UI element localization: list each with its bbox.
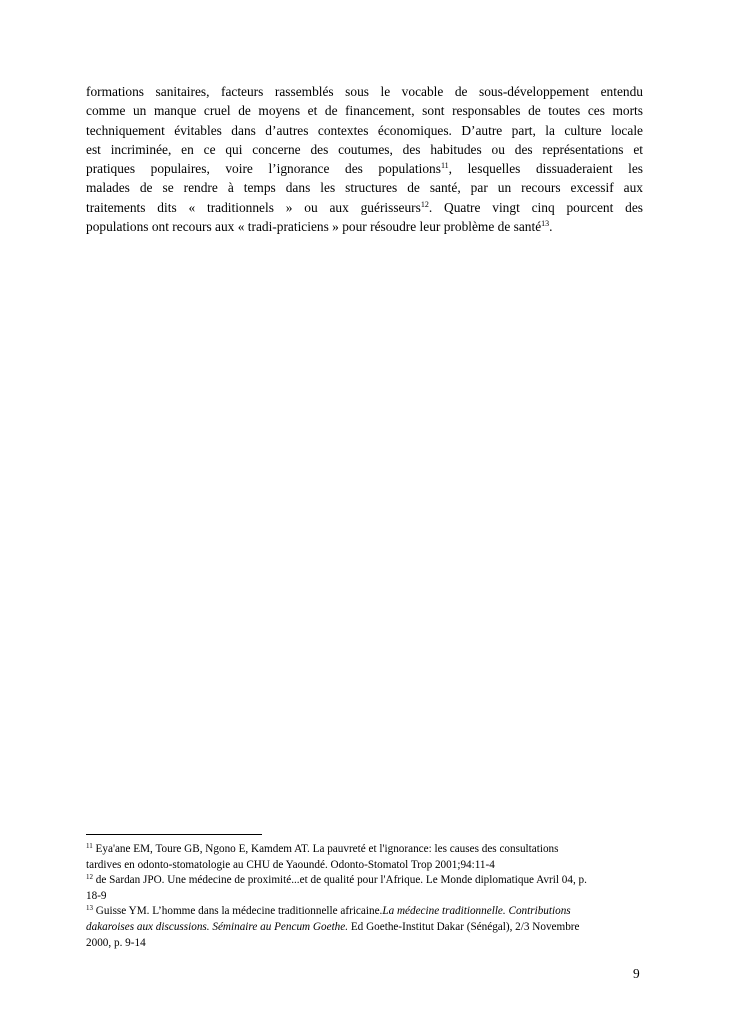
footnote-12: $^{12}$ de Sardan JPO. Une médecine de proximité...et de qualité pour l'Afrique. Le Monde diplomatique Avril 04, p. xyxy=(86,873,587,887)
footnotes xyxy=(86,842,646,951)
footnote-ref-13[interactable]: 13 xyxy=(541,219,550,229)
footnote-number: 12 xyxy=(86,873,93,882)
body-line: malades de se rendre à temps dans les structures de santé, par un recours excessif aux xyxy=(86,180,643,196)
body-line: formations sanitaires, facteurs rassemblés sous le vocable de sous-développement entendu xyxy=(86,84,643,99)
footnote-ref-11[interactable]: 11 xyxy=(440,161,449,171)
body-line: populations ont recours aux « tradi-praticiens » pour résoudre leur problème de santé$^{13}$. xyxy=(86,219,553,235)
footnote-separator xyxy=(86,834,262,835)
footnote-ref-12[interactable]: 12 xyxy=(420,199,429,209)
body-paragraph xyxy=(86,82,643,236)
footnote-number: 13 xyxy=(86,904,93,913)
body-line: comme un manque cruel de moyens et de financement, sont responsables de toutes ces morts xyxy=(86,103,643,119)
footnote-13: $^{13}$ Guisse YM. L’homme dans la médecine traditionnelle africaine.La médecine traditionnelle. Contributions xyxy=(86,904,571,918)
body-line: pratiques populaires, voire l’ignorance des populations$^{11}$, lesquelles dissuaderaient les xyxy=(86,161,643,177)
page-number: 9 xyxy=(633,966,640,981)
body-line: techniquement évitables dans d’autres contextes économiques. D’autre part, la culture locale xyxy=(86,122,643,138)
footnote-13-cont: 2000, p. 9-14 xyxy=(86,936,146,949)
body-line: est incriminée, en ce qui concerne des coutumes, des habitudes ou des représentations et xyxy=(86,141,643,157)
footnote-12-cont: 18-9 xyxy=(86,889,107,902)
footnote-13-cont: dakaroises aux discussions. Séminaire au Pencum Goethe. Ed Goethe-Institut Dakar (Sénégal), 2/3 Novembre xyxy=(86,920,580,933)
footnote-number: 11 xyxy=(86,842,93,850)
footnote-11: $^{11}$ Eya'ane EM, Toure GB, Ngono E, Kamdem AT. La pauvreté et l'ignorance: les causes des consultations xyxy=(86,842,559,855)
footnote-11-cont: tardives en odonto-stomatologie au CHU de Yaoundé. Odonto-Stomatol Trop 2001;94:11-4 xyxy=(86,858,495,871)
body-line: traitements dits « traditionnels » ou aux guérisseurs$^{12}$. Quatre vingt cinq pourcent des xyxy=(86,199,643,215)
